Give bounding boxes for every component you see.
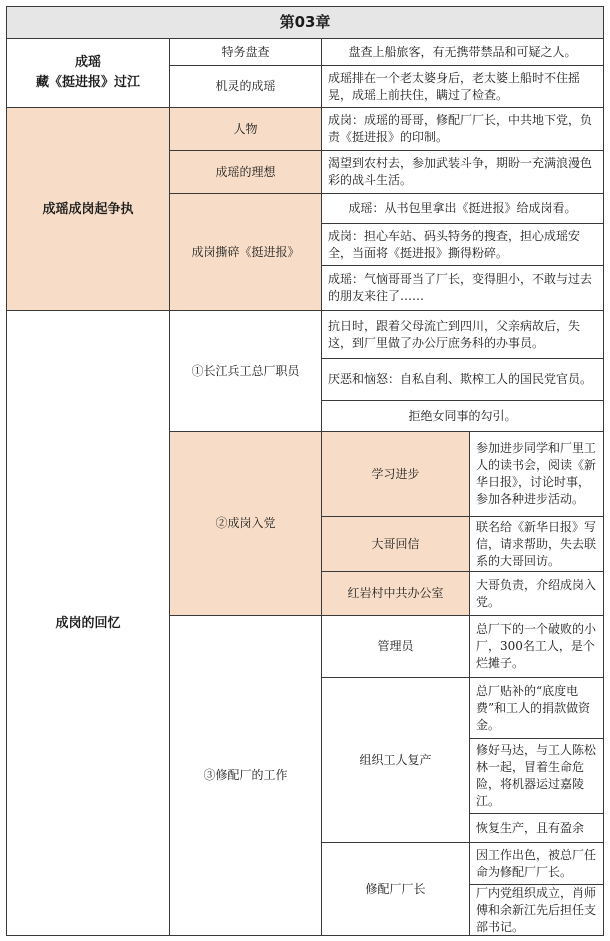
topic-cell: 成岗撕碎《挺进报》 [169, 193, 322, 311]
detail-cell: 成岗：担心车站、码头特务的搜查，担心成瑶安全，当面将《挺进报》撕得粉碎。 [321, 223, 604, 266]
topic-cell: 组织工人复产 [321, 677, 470, 843]
detail-cell: 成岗：成瑶的哥哥，修配厂厂长，中共地下党，负责《挺进报》的印制。 [321, 107, 604, 151]
detail-cell: 成瑶：气恼哥哥当了厂长，变得胆小，不敢与过去的朋友来往了…… [321, 265, 604, 311]
section-label: 成瑶 藏《挺进报》过江 [6, 38, 170, 108]
topic-cell: 学习进步 [321, 431, 470, 517]
group-label: ②成岗入党 [169, 431, 322, 616]
topic-cell: 机灵的成瑶 [169, 65, 322, 108]
topic-cell: 特务盘查 [169, 38, 322, 66]
detail-cell: 成瑶排在一个老太婆身后，老太婆上船时不住摇晃，成瑶上前扶住，瞒过了检查。 [321, 65, 604, 108]
topic-cell: 管理员 [321, 615, 470, 678]
topic-cell: 红岩村中共办公室 [321, 571, 470, 616]
section-label: 成岗的回忆 [6, 310, 170, 936]
detail-cell: 盘查上船旅客，有无携带禁品和可疑之人。 [321, 38, 604, 66]
detail-cell: 拒绝女同事的勾引。 [321, 400, 604, 432]
detail-cell: 大哥负责，介绍成岗入党。 [469, 571, 604, 616]
group-label: ①长江兵工总厂职员 [169, 310, 322, 432]
detail-cell: 修好马达，与工人陈松林一起，冒着生命危险，将机器运过嘉陵江。 [469, 738, 604, 814]
detail-cell: 抗日时，跟着父母流亡到四川，父亲病故后，失这，到厂里做了办公厅庶务科的办事员。 [321, 310, 604, 359]
topic-cell: 人物 [169, 107, 322, 151]
chapter-title: 第03章 [6, 6, 604, 39]
detail-cell: 厌恶和恼怒：自私自利、欺榨工人的国民党官员。 [321, 358, 604, 401]
detail-cell: 联名给《新华日报》写信，请求帮助，失去联系的大哥回访。 [469, 516, 604, 572]
detail-cell: 成瑶：从书包里拿出《挺进报》给成岗看。 [321, 193, 604, 224]
detail-cell: 总厂贴补的“底度电费”和工人的捐款做资金。 [469, 677, 604, 739]
detail-cell: 因工作出色，被总厂任命为修配厂厂长。 [469, 842, 604, 885]
topic-cell: 大哥回信 [321, 516, 470, 572]
section-label: 成瑶成岗起争执 [6, 107, 170, 311]
detail-cell: 厂内党组织成立，肖师傅和余新江先后担任支部书记。 [469, 884, 604, 936]
topic-cell: 修配厂厂长 [321, 842, 470, 936]
detail-cell: 恢复生产，且有盈余 [469, 813, 604, 843]
detail-cell: 渴望到农村去，参加武装斗争，期盼一充满浪漫色彩的战斗生活。 [321, 150, 604, 194]
detail-cell: 总厂下的一个破败的小厂，300名工人，是个烂摊子。 [469, 615, 604, 678]
detail-cell: 参加进步同学和厂里工人的读书会，阅读《新华日报》，讨论时事，参加各种进步活动。 [469, 431, 604, 517]
topic-cell: 成瑶的理想 [169, 150, 322, 194]
group-label: ③修配厂的工作 [169, 615, 322, 936]
